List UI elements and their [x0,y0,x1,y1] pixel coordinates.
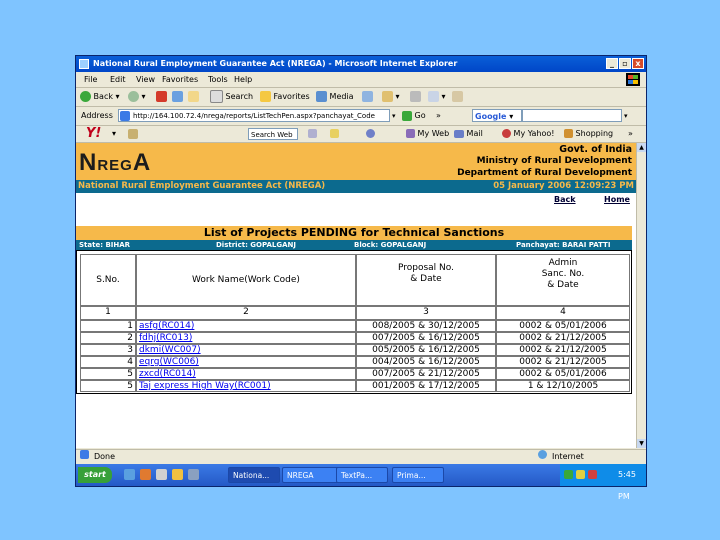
department-name: Department of Rural Development [457,168,632,178]
my-yahoo-button[interactable] [502,126,554,142]
tools-glyph-icon [308,129,317,138]
row-sno: 3 [80,344,136,356]
my-web-icon [406,129,415,138]
tray-icon-2[interactable] [576,470,585,479]
colnum-2: 2 [136,306,356,320]
colnum-1: 1 [80,306,136,320]
stop-icon [156,91,167,102]
header-proposal-line2: & Date [410,274,442,284]
row-work [136,368,356,380]
task-nrega[interactable]: NREGA [282,467,342,483]
back-link[interactable]: Back [554,195,576,204]
vertical-scrollbar[interactable] [636,143,646,448]
ie-icon [79,59,89,69]
media-button[interactable] [316,88,354,106]
history-button[interactable] [362,88,373,106]
yahoo-logo[interactable]: Y! [86,126,102,141]
yahoo-tools-icon[interactable] [308,126,317,142]
row-sno: 2 [80,332,136,344]
ministry-name: Ministry of Rural Development [476,156,632,166]
menu-edit[interactable]: Edit [110,75,126,84]
gov-india: Govt. of India [559,144,632,155]
menu-tools[interactable]: Tools [208,75,228,84]
address-row [76,107,646,126]
media-label: Media [329,92,354,101]
highlight-icon[interactable] [330,126,339,142]
row-proposal: 005/2005 & 16/12/2005 [356,344,496,356]
logo-n: N [79,149,98,176]
pencil-glyph-icon [128,129,138,139]
header-proposal [356,254,496,306]
system-tray [560,464,646,501]
work-link[interactable]: eqrg(WC006) [139,357,199,367]
work-link[interactable]: dkmi(WC007) [139,345,201,355]
my-yahoo-label: My Yahoo! [513,129,555,138]
search-label: Search [225,92,254,101]
yahoo-mail-label: Mail [466,129,483,138]
row-sno: 5 [80,368,136,380]
row-work [136,380,356,392]
window-title: National Rural Employment Guarantee Act (NREGA) - Microsoft Internet Explorer [93,59,458,68]
go-button[interactable] [402,107,426,125]
header-sno: S.No. [80,254,136,306]
my-yahoo-icon [502,129,511,138]
discuss-button[interactable] [452,88,463,106]
tray-icon-1[interactable] [564,470,573,479]
header-admin-line2: Sanc. No. [541,269,585,279]
title-bar [76,56,646,72]
address-input[interactable] [118,109,390,122]
home-icon [188,91,199,102]
standard-toolbar [76,88,646,107]
home-button[interactable] [188,88,199,106]
refresh-button[interactable] [172,88,183,106]
search-web-label: Search Web [251,131,293,139]
header-admin-line3: & Date [547,280,579,290]
google-logo[interactable]: Google ▾ [472,109,522,122]
go-arrow-icon [402,111,412,121]
shopping-icon [564,129,573,138]
history-icon [362,91,373,102]
my-web-button[interactable] [406,126,449,142]
row-admin: 0002 & 21/12/2005 [496,332,630,344]
task-textpad[interactable]: TextPa... [336,467,388,483]
menu-file[interactable]: File [84,75,98,84]
google-search-input[interactable] [522,109,622,122]
menu-bar [76,72,646,88]
back-label: Back [93,92,113,101]
google-label: Google [475,112,507,121]
search-button[interactable] [210,88,253,106]
explorer-quicklaunch-icon[interactable] [172,469,183,480]
block-label: Block: GOPALGANJ [354,241,427,249]
home-link[interactable]: Home [604,195,630,204]
colnum-4: 4 [496,306,630,320]
taskbar [76,464,646,501]
logo-reg: REG [97,157,133,174]
yahoo-search-input[interactable] [248,128,298,140]
address-url: http://164.100.72.4/nrega/reports/ListTechPen.aspx?panchayat_Code [133,112,375,120]
media-icon [316,91,327,102]
work-link[interactable]: fdhj(RC013) [139,333,193,343]
header-admin [496,254,630,306]
highlight-glyph-icon [330,129,339,138]
my-web-label: My Web [417,129,450,138]
nrega-logo [79,149,151,177]
row-proposal: 007/2005 & 21/12/2005 [356,368,496,380]
ie-quicklaunch-icon[interactable] [124,469,135,480]
media-quicklaunch-icon[interactable] [140,469,151,480]
row-admin: 0002 & 05/01/2006 [496,320,630,332]
datetime: 05 January 2006 12:09:23 PM [493,181,634,191]
act-bar [76,180,636,193]
district-label: District: GOPALGANJ [216,241,296,249]
shopping-button[interactable] [564,126,613,142]
header-work: Work Name(Work Code) [136,254,356,306]
status-text: Done [94,452,116,461]
windows-flag-icon [626,73,640,86]
state-label: State: BIHAR [79,241,131,249]
browser-window [75,55,647,501]
status-bar [76,449,646,464]
close-button[interactable]: x [632,58,644,69]
row-work [136,356,356,368]
row-admin: 0002 & 21/12/2005 [496,344,630,356]
work-link[interactable]: zxcd(RC014) [139,369,196,379]
row-proposal: 001/2005 & 17/12/2005 [356,380,496,392]
zone-label: Internet [552,452,584,461]
go-label: Go [414,111,426,120]
row-proposal: 004/2005 & 16/12/2005 [356,356,496,368]
header-proposal-line1: Proposal No. [397,263,454,273]
row-sno: 5 [80,380,136,392]
row-work [136,320,356,332]
row-work [136,332,356,344]
menu-view[interactable]: View [136,75,155,84]
nrega-banner [76,143,636,180]
work-link[interactable]: Taj express High Way(RC001) [139,381,271,391]
favorites-label: Favorites [273,92,310,101]
row-admin: 0002 & 05/01/2006 [496,368,630,380]
search-icon [210,90,223,103]
forward-button[interactable]: ▾ [128,88,146,106]
page-content [76,143,646,448]
stop-button[interactable] [156,88,167,106]
scroll-down-icon[interactable]: ▼ [637,439,646,448]
links-chevron[interactable]: » [436,111,441,120]
header-admin-line1: Admin [548,258,578,268]
scroll-up-icon[interactable]: ▲ [637,143,646,152]
address-label: Address [81,111,113,120]
back-arrow-icon [80,91,91,102]
panchayat-label: Panchayat: BARAI PATTI [516,241,611,249]
yahoo-toolbar [76,126,646,143]
task-prima[interactable]: Prima... [392,467,444,483]
desktop-quicklaunch-icon[interactable] [156,469,167,480]
address-dropdown-icon[interactable]: ▾ [392,112,396,120]
menu-help[interactable]: Help [234,75,253,84]
mail-icon [382,91,393,102]
star-icon [260,91,271,102]
task-nationa[interactable]: Nationa... [228,467,280,483]
mail-button[interactable]: ▾ [382,88,400,106]
row-admin: 1 & 12/10/2005 [496,380,630,392]
row-sno: 1 [80,320,136,332]
page-icon [120,111,130,121]
yahoo-mail-button[interactable] [454,126,483,142]
location-bar [76,240,632,250]
act-name: National Rural Employment Guarantee Act (NREGA) [78,181,326,191]
row-proposal: 008/2005 & 30/12/2005 [356,320,496,332]
logo-a: A [132,149,152,176]
yahoo-menu-icon[interactable]: ▾ [112,129,117,138]
app-quicklaunch-icon[interactable] [188,469,199,480]
row-admin: 0002 & 21/12/2005 [496,356,630,368]
start-button[interactable]: start [78,467,112,483]
back-button[interactable]: Back ▾ [80,88,120,106]
google-dropdown-icon[interactable]: ▾ [624,112,628,120]
pencil-icon[interactable] [128,126,138,142]
colnum-3: 3 [356,306,496,320]
globe-glyph-icon [366,129,375,138]
forward-arrow-icon [128,91,139,102]
discuss-icon [452,91,463,102]
edit-button[interactable]: ▾ [428,88,446,106]
row-work [136,344,356,356]
favorites-button[interactable] [260,88,310,106]
minimize-button[interactable]: _ [606,58,618,69]
yahoo-more-chevron[interactable]: » [628,129,633,138]
table-title: List of Projects PENDING for Technical Sanctions [76,226,632,240]
shopping-label: Shopping [575,129,614,138]
refresh-icon [172,91,183,102]
edit-icon [428,91,439,102]
work-link[interactable]: asfg(RC014) [139,321,195,331]
row-proposal: 007/2005 & 16/12/2005 [356,332,496,344]
menu-favorites[interactable]: Favorites [162,75,199,84]
envelope-icon [454,130,464,138]
print-icon [410,91,421,102]
mail-alert-icon[interactable] [366,126,375,142]
clock: 5:45 PM [618,470,636,501]
maximize-button[interactable]: ▫ [619,58,631,69]
tray-icon-3[interactable] [588,470,597,479]
row-sno: 4 [80,356,136,368]
projects-table [76,250,632,394]
print-button[interactable] [410,88,421,106]
